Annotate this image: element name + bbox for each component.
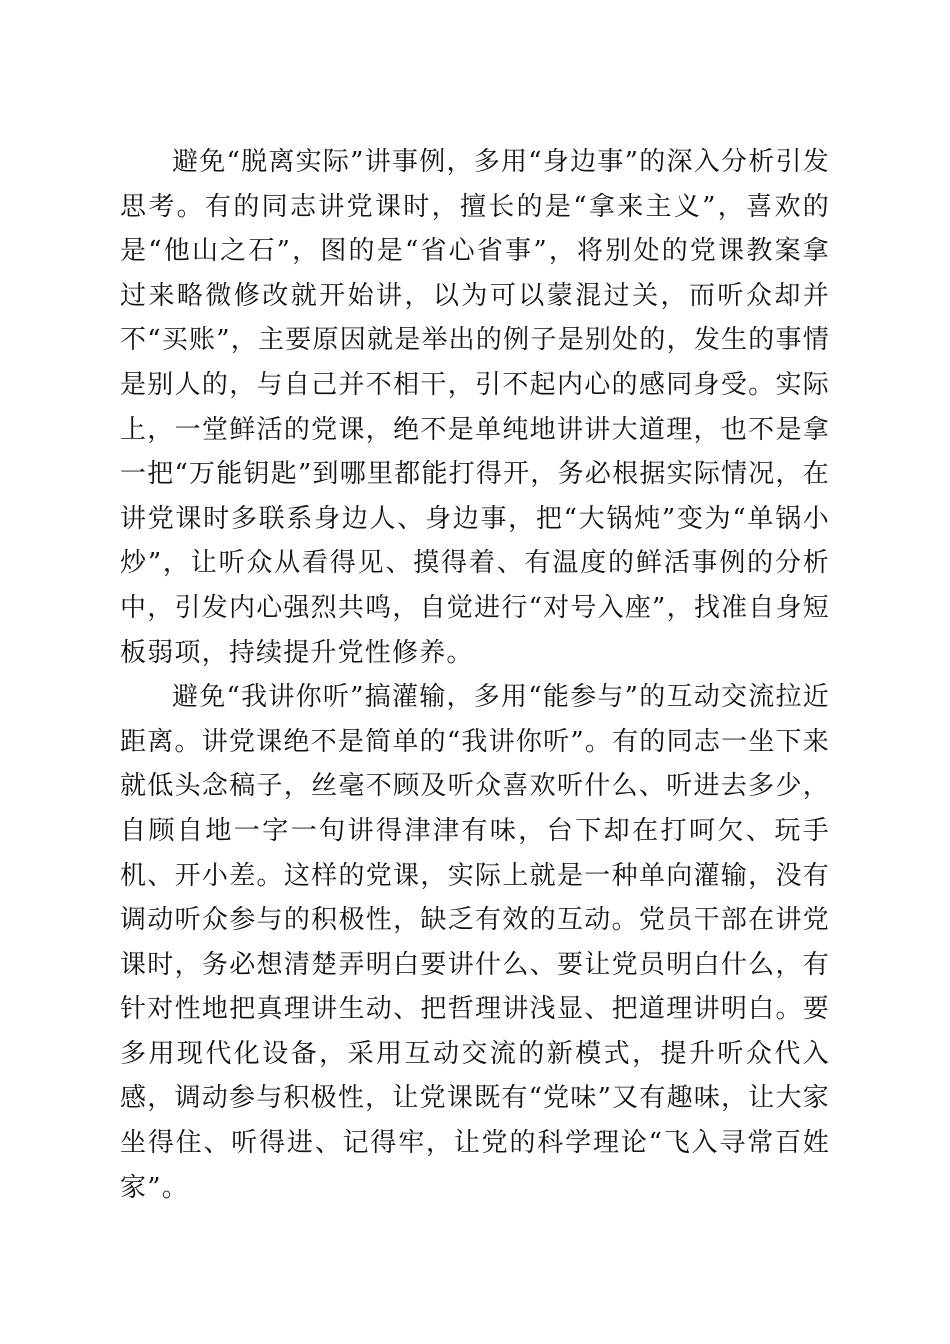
paragraph-2: 避免“我讲你听”搞灌输，多用“能参与”的互动交流拉近距离。讲党课绝不是简单的“我讲你听”。有的同志一坐下来就低头念稿子，丝毫不顾及听众喜欢听什么、听进去多少，自顾自地一字一句讲得津津有味，台下却在打呵欠、玩手机、开小差。这样的党课，实际上就是一种单向灌输，没有调动听众参与的积极性，缺乏有效的互动。党员干部在讲党课时，务必想清楚弄明白要讲什么、要让党员明白什么，有针对性地把真理讲生动、把哲理讲浅显、把道理讲明白。要多用现代化设备，采用互动交流的新模式，提升听众代入感，调动参与积极性，让党课既有“党味”又有趣味，让大家坐得住、听得进、记得牢，让党的科学理论“飞入寻常百姓家”。 (120, 682, 830, 1203)
document-body (120, 140, 830, 1210)
paragraph-1: 避免“脱离实际”讲事例，多用“身边事”的深入分析引发思考。有的同志讲党课时，擅长的是“拿来主义”，喜欢的是“他山之石”，图的是“省心省事”，将别处的党课教案拿过来略微修改就开始讲，以为可以蒙混过关，而听众却并不“买账”，主要原因就是举出的例子是别处的，发生的事情是别人的，与自己并不相干，引不起内心的感同身受。实际上，一堂鲜活的党课，绝不是单纯地讲讲大道理，也不是拿一把“万能钥匙”到哪里都能打得开，务必根据实际情况，在讲党课时多联系身边人、身边事，把“大锅炖”变为“单锅小炒”，让听众从看得见、摸得着、有温度的鲜活事例的分析中，引发内心强烈共鸣，自觉进行“对号入座”，找准自身短板弱项，持续提升党性修养。 (120, 147, 830, 668)
